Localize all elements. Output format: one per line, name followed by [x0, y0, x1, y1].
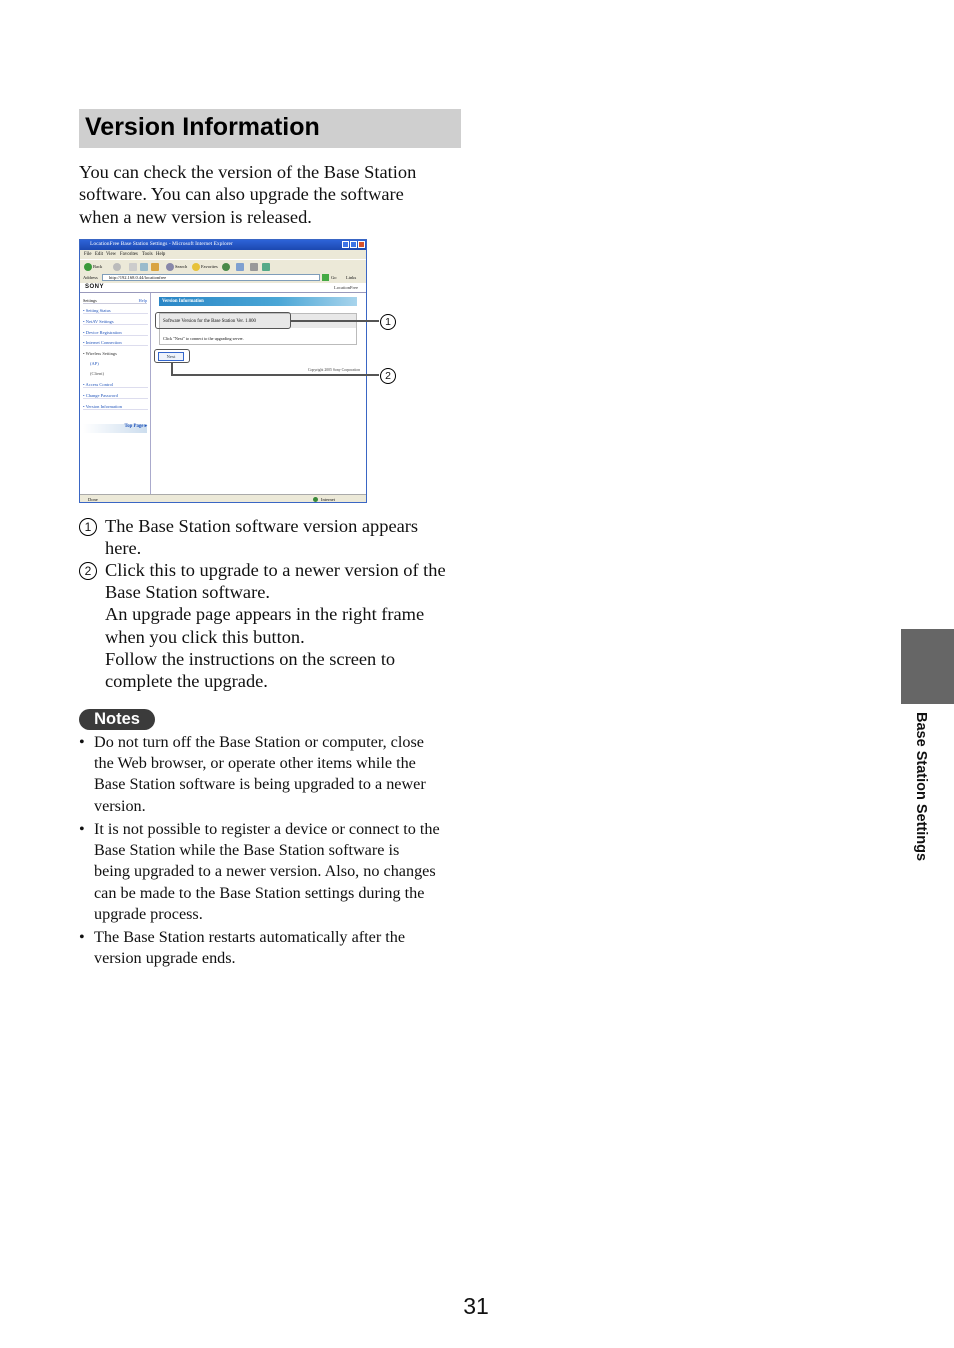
upgrade-instruction: Click "Next" to connect to the upgrading server.: [163, 336, 244, 341]
version-highlight: [155, 312, 291, 329]
chapter-tab: [901, 629, 954, 704]
next-button: Next: [158, 352, 184, 361]
address-value: http://192.168.0.44/locationfree: [109, 275, 167, 280]
note-item: [79, 732, 469, 818]
callout-text: Click this to upgrade to a newer version of the Base Station software. An upgrade page appears in the right frame when you click this button. Follow the instructions on the screen to complete the upgrade.: [105, 560, 446, 692]
intro-line: when a new version is released.: [79, 206, 312, 227]
note-item: [79, 819, 469, 927]
go-label: Go: [331, 275, 337, 280]
bullet: •: [79, 733, 85, 751]
page-number: 31: [463, 1293, 489, 1319]
status-zone: Internet: [321, 497, 335, 502]
nav-item-internet-connection: • Internet Connection: [83, 340, 148, 346]
search-label: Search: [175, 264, 188, 269]
callout-number: 2: [79, 562, 97, 580]
address-label: Address: [83, 275, 98, 280]
chapter-label: [901, 712, 941, 902]
menu-view: View: [106, 252, 117, 257]
bullet: •: [79, 820, 85, 838]
callout-item-2: [79, 559, 469, 693]
go-icon: [322, 274, 329, 281]
back-icon: [84, 263, 92, 271]
window-title: LocationFree Base Station Settings - Microsoft Internet Explorer: [90, 241, 233, 247]
menu-edit: Edit: [95, 252, 103, 257]
window-titlebar: [80, 240, 366, 250]
note-text: The Base Station restarts automatically after the version upgrade ends.: [94, 928, 406, 968]
nav-item-netav-settings: • NetAV Settings: [83, 319, 148, 325]
callout-2-leader: [171, 374, 379, 376]
nav-help-link: Help: [138, 298, 147, 303]
notes-badge: Notes: [79, 709, 155, 730]
status-bar: [80, 494, 366, 503]
next-highlight: [154, 349, 190, 363]
brand-bar: [80, 283, 366, 293]
bullet: •: [79, 928, 85, 946]
nav-item-setting-status: • Setting Status: [83, 308, 148, 314]
refresh-icon: [140, 263, 148, 271]
copyright: Copyright 2005 Sony Corporation: [308, 368, 360, 372]
nav-sub-ap: (AP): [90, 361, 99, 366]
section-header: [79, 109, 461, 148]
product-logo: LocationFree: [334, 285, 358, 290]
nav-item-change-password: • Change Password: [83, 393, 148, 399]
history-icon: [222, 263, 230, 271]
toolbar: [80, 259, 366, 274]
address-bar: [80, 273, 366, 283]
menu-help: Help: [156, 252, 166, 257]
callout-number: 1: [79, 518, 97, 536]
intro-line: software. You can also upgrade the software: [79, 184, 404, 205]
section-title: Version Information: [85, 113, 320, 141]
settings-nav: [80, 293, 151, 494]
callout-2-marker: 2: [380, 368, 396, 384]
menu-bar: [80, 250, 366, 259]
nav-item-version-information: • Version Information: [83, 404, 148, 410]
nav-item-device-registration: • Device Registration: [83, 330, 148, 336]
favorites-icon: [192, 263, 200, 271]
nav-item-wireless-settings: • Wireless Settings: [83, 351, 117, 356]
content-title: Version Information: [162, 299, 204, 304]
content-title-bar: [159, 297, 357, 306]
callout-1-leader: [291, 320, 379, 322]
nav-item-access-control: • Access Control: [83, 382, 148, 388]
menu-favorites: Favorites: [120, 252, 138, 257]
search-icon: [166, 263, 174, 271]
note-item: [79, 927, 469, 971]
minimize-icon: [342, 241, 349, 248]
close-icon: [358, 241, 365, 248]
intro-paragraph: [79, 161, 464, 228]
sony-logo: SONY: [85, 284, 105, 290]
links-label: Links: [346, 275, 357, 280]
note-text: It is not possible to register a device or connect to the Base Station while the Base Station software is being upgraded to a newer version. Also, no changes can be made to the Base Station settings during the upgrade process.: [94, 820, 440, 923]
forward-icon: [113, 263, 121, 271]
favorites-label: Favorites: [201, 264, 218, 269]
status-text: Done: [88, 497, 98, 502]
address-field: [102, 274, 320, 281]
stop-icon: [129, 263, 137, 271]
nav-header-label: Settings: [83, 298, 97, 303]
edit-icon: [262, 263, 270, 271]
maximize-icon: [350, 241, 357, 248]
top-page-link: Top Page ▸: [83, 424, 147, 433]
chapter-label-text: Base Station Settings: [913, 712, 929, 862]
menu-file: File: [84, 252, 92, 257]
back-label: Back: [93, 264, 103, 269]
home-icon: [151, 263, 159, 271]
callout-text: The Base Station software version appears here.: [105, 516, 419, 559]
software-version: Software Version for the Base Station Ver. 1.000: [163, 319, 256, 324]
browser-screenshot: [79, 239, 367, 503]
intro-line: You can check the version of the Base Station: [79, 162, 417, 182]
callout-1-marker: 1: [380, 314, 396, 330]
mail-icon: [236, 263, 244, 271]
note-text: Do not turn off the Base Station or computer, close the Web browser, or operate other items while the Base Station software is being upgraded to a newer version.: [94, 733, 426, 815]
callout-item-1: [79, 515, 469, 561]
nav-sub-client: (Client): [90, 371, 104, 376]
print-icon: [250, 263, 258, 271]
internet-zone-icon: [313, 497, 318, 502]
menu-tools: Tools: [142, 252, 153, 257]
nav-header: [83, 298, 147, 304]
